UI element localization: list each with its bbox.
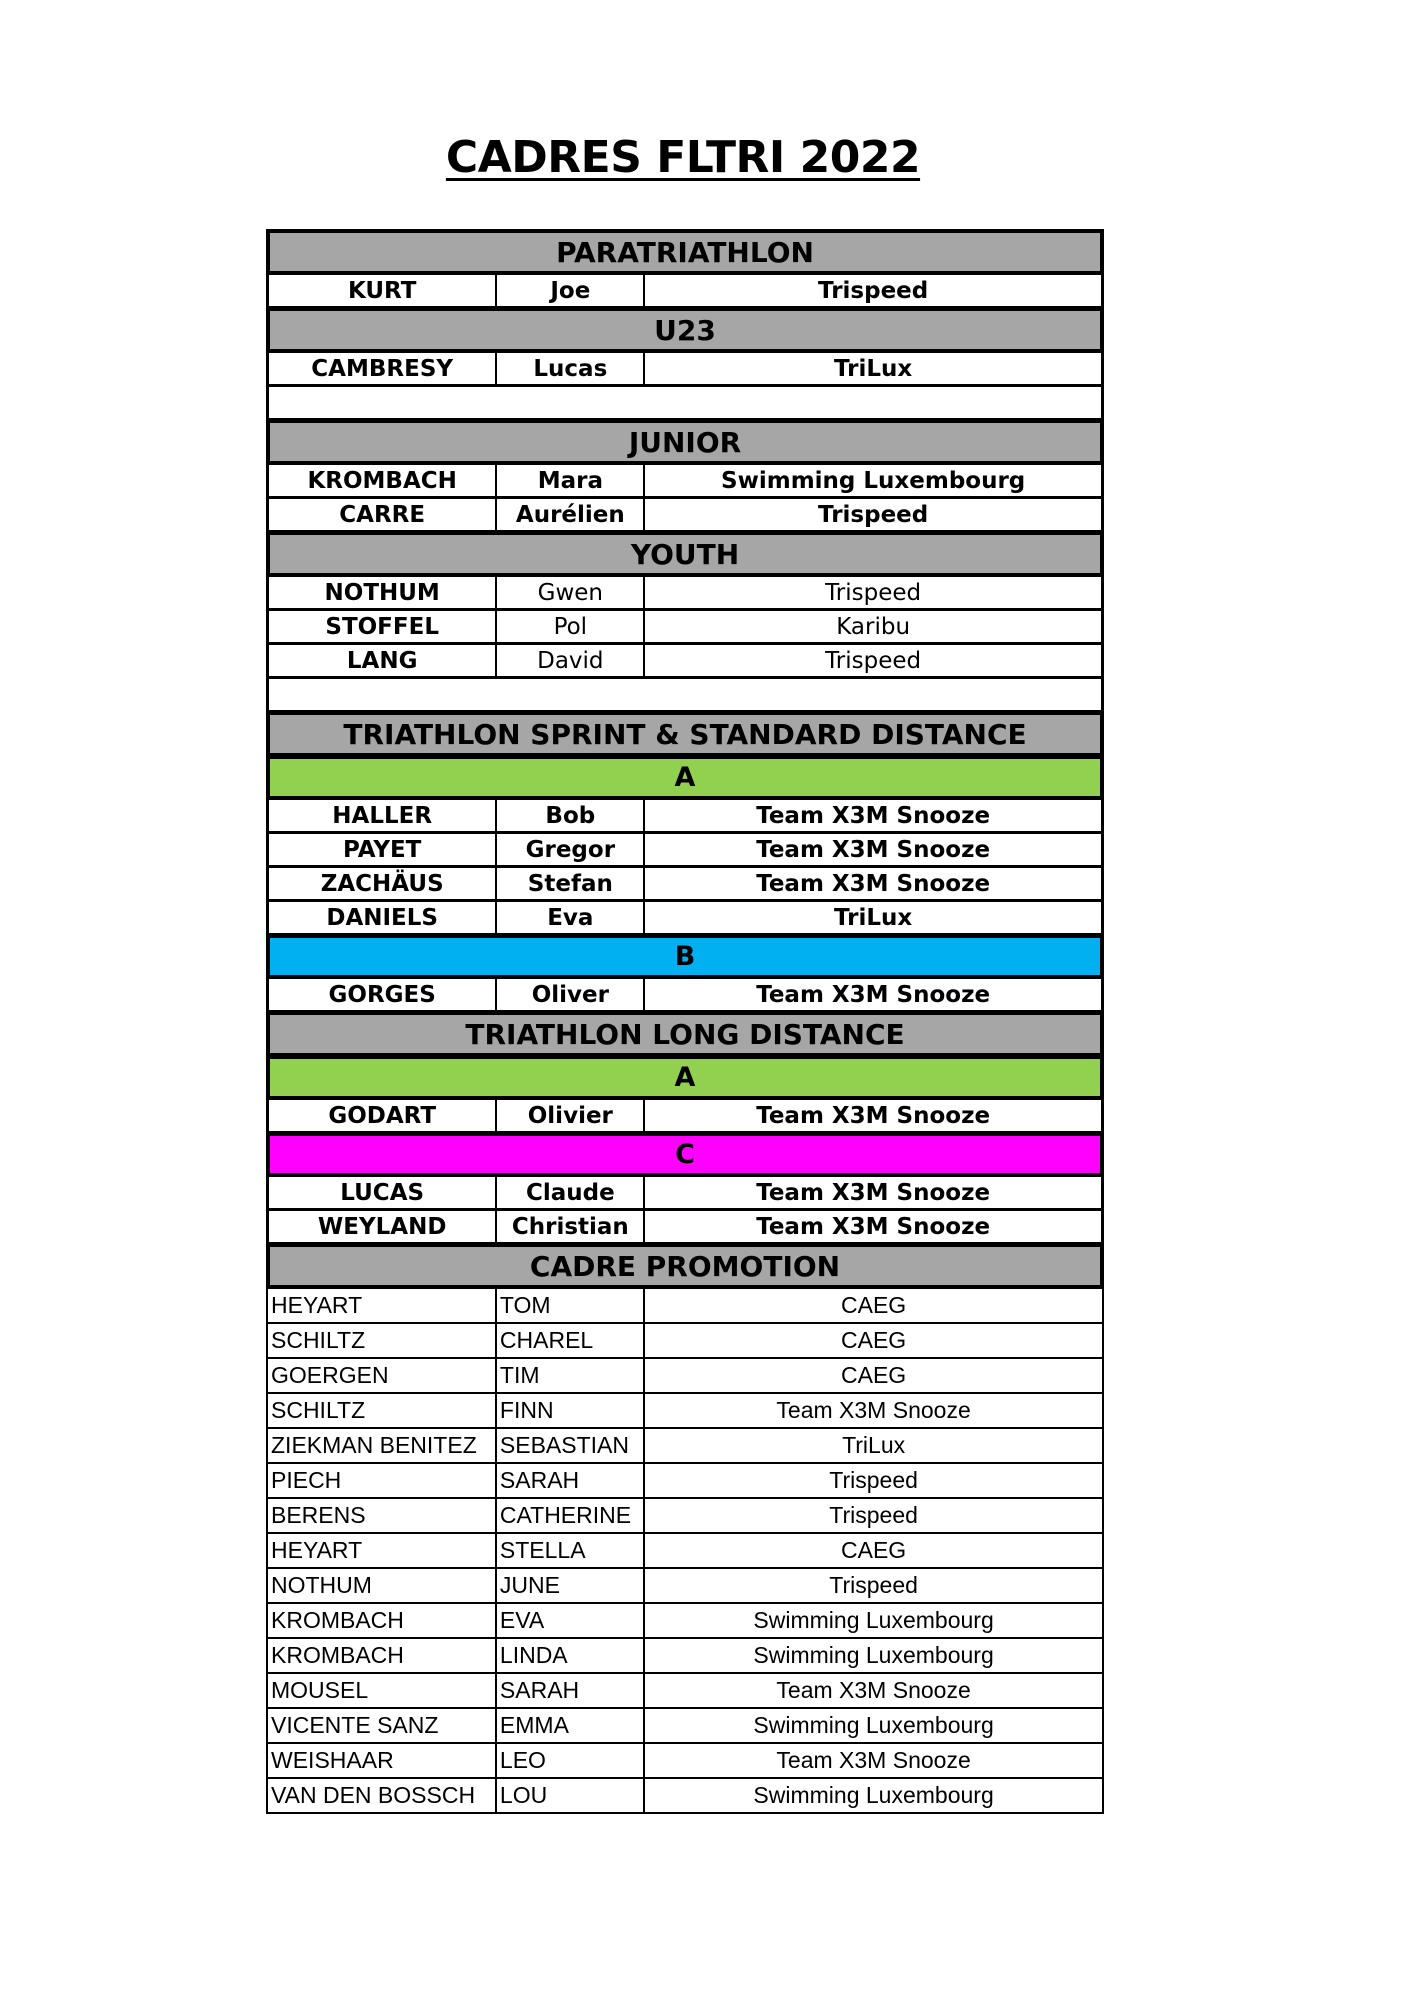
- group-header-c: C: [266, 1132, 1104, 1177]
- lastname-cell: WEYLAND: [269, 1211, 497, 1242]
- table-row: [266, 1177, 1104, 1211]
- firstname-cell: JUNE: [497, 1569, 645, 1602]
- table-row: [266, 1639, 1104, 1674]
- club-cell: Swimming Luxembourg: [753, 1712, 994, 1738]
- table-row: [266, 1569, 1104, 1604]
- firstname-cell: Pol: [497, 611, 645, 642]
- lastname-cell: CAMBRESY: [269, 353, 497, 384]
- table-row: [266, 645, 1104, 679]
- table-row: [266, 1464, 1104, 1499]
- lastname-cell: KURT: [269, 275, 497, 306]
- firstname-cell: LINDA: [497, 1639, 645, 1672]
- table-row: [266, 902, 1104, 936]
- lastname-cell: GODART: [269, 1100, 497, 1131]
- group-header-b: B: [266, 934, 1104, 979]
- lastname-cell: VAN DEN BOSSCH: [268, 1779, 497, 1812]
- club-cell: CAEG: [841, 1537, 907, 1563]
- table-row: [266, 1359, 1104, 1394]
- table-row: [266, 1100, 1104, 1134]
- table-row: [266, 1499, 1104, 1534]
- club-cell: Trispeed: [825, 579, 922, 606]
- club-cell: Team X3M Snooze: [756, 1102, 991, 1129]
- firstname-cell: Lucas: [497, 353, 645, 384]
- firstname-cell: EMMA: [497, 1709, 645, 1742]
- section-header-junior: JUNIOR: [266, 419, 1104, 465]
- club-cell: Team X3M Snooze: [776, 1747, 971, 1773]
- firstname-cell: TOM: [497, 1289, 645, 1322]
- club-cell: Team X3M Snooze: [776, 1677, 971, 1703]
- lastname-cell: HEYART: [268, 1289, 497, 1322]
- firstname-cell: Olivier: [497, 1100, 645, 1131]
- firstname-cell: LOU: [497, 1779, 645, 1812]
- lastname-cell: PAYET: [269, 834, 497, 865]
- table-row: [266, 800, 1104, 834]
- club-cell: Swimming Luxembourg: [753, 1607, 994, 1633]
- club-cell: TriLux: [834, 355, 913, 382]
- table-row: [266, 834, 1104, 868]
- firstname-cell: Oliver: [497, 979, 645, 1010]
- club-cell: Team X3M Snooze: [756, 870, 991, 897]
- club-cell: CAEG: [841, 1362, 907, 1388]
- firstname-cell: CHAREL: [497, 1324, 645, 1357]
- table-row: [266, 1709, 1104, 1744]
- table-row: [266, 1429, 1104, 1464]
- lastname-cell: GORGES: [269, 979, 497, 1010]
- firstname-cell: STELLA: [497, 1534, 645, 1567]
- cadres-table: [266, 231, 1104, 1814]
- table-row: [266, 275, 1104, 309]
- lastname-cell: KROMBACH: [268, 1604, 497, 1637]
- lastname-cell: KROMBACH: [268, 1639, 497, 1672]
- lastname-cell: SCHILTZ: [268, 1394, 497, 1427]
- firstname-cell: David: [497, 645, 645, 676]
- firstname-cell: SEBASTIAN: [497, 1429, 645, 1462]
- lastname-cell: BERENS: [268, 1499, 497, 1532]
- table-row: [266, 1394, 1104, 1429]
- firstname-cell: Bob: [497, 800, 645, 831]
- firstname-cell: Aurélien: [497, 499, 645, 530]
- club-cell: Trispeed: [825, 647, 922, 674]
- club-cell: Team X3M Snooze: [776, 1397, 971, 1423]
- club-cell: Swimming Luxembourg: [753, 1782, 994, 1808]
- firstname-cell: Stefan: [497, 868, 645, 899]
- table-row: [266, 868, 1104, 902]
- group-header-a: A: [266, 755, 1104, 800]
- firstname-cell: FINN: [497, 1394, 645, 1427]
- section-header-sprint-standard: TRIATHLON SPRINT & STANDARD DISTANCE: [266, 711, 1104, 757]
- table-row: [266, 1779, 1104, 1814]
- lastname-cell: WEISHAAR: [268, 1744, 497, 1777]
- firstname-cell: EVA: [497, 1604, 645, 1637]
- group-header-a: A: [266, 1055, 1104, 1100]
- firstname-cell: Gwen: [497, 577, 645, 608]
- page-title: CADRES FLTRI 2022: [445, 132, 921, 183]
- club-cell: Swimming Luxembourg: [721, 467, 1026, 494]
- lastname-cell: LANG: [269, 645, 497, 676]
- club-cell: Trispeed: [818, 277, 929, 304]
- club-cell: Team X3M Snooze: [756, 1213, 991, 1240]
- table-row: [266, 1534, 1104, 1569]
- blank-row: [266, 679, 1104, 713]
- club-cell: Karibu: [836, 613, 911, 640]
- table-row: [266, 979, 1104, 1013]
- firstname-cell: SARAH: [497, 1674, 645, 1707]
- table-row: [266, 1211, 1104, 1245]
- club-cell: Team X3M Snooze: [756, 1179, 991, 1206]
- blank-row: [266, 387, 1104, 421]
- lastname-cell: DANIELS: [269, 902, 497, 933]
- firstname-cell: Mara: [497, 465, 645, 496]
- table-row: [266, 465, 1104, 499]
- section-header-cadre-promotion: CADRE PROMOTION: [266, 1243, 1104, 1289]
- lastname-cell: LUCAS: [269, 1177, 497, 1208]
- lastname-cell: ZIEKMAN BENITEZ: [268, 1429, 497, 1462]
- lastname-cell: HALLER: [269, 800, 497, 831]
- table-row: [266, 577, 1104, 611]
- lastname-cell: STOFFEL: [269, 611, 497, 642]
- club-cell: Team X3M Snooze: [756, 836, 991, 863]
- lastname-cell: NOTHUM: [268, 1569, 497, 1602]
- table-row: [266, 1289, 1104, 1324]
- section-header-paratriathlon: PARATRIATHLON: [266, 229, 1104, 275]
- firstname-cell: Eva: [497, 902, 645, 933]
- lastname-cell: VICENTE SANZ: [268, 1709, 497, 1742]
- lastname-cell: CARRE: [269, 499, 497, 530]
- club-cell: Trispeed: [829, 1572, 918, 1598]
- lastname-cell: KROMBACH: [269, 465, 497, 496]
- club-cell: CAEG: [841, 1292, 907, 1318]
- table-row: [266, 1674, 1104, 1709]
- club-cell: Swimming Luxembourg: [753, 1642, 994, 1668]
- section-header-youth: YOUTH: [266, 531, 1104, 577]
- lastname-cell: MOUSEL: [268, 1674, 497, 1707]
- firstname-cell: SARAH: [497, 1464, 645, 1497]
- club-cell: TriLux: [834, 904, 913, 931]
- club-cell: Trispeed: [818, 501, 929, 528]
- firstname-cell: Claude: [497, 1177, 645, 1208]
- lastname-cell: SCHILTZ: [268, 1324, 497, 1357]
- table-row: [266, 499, 1104, 533]
- club-cell: CAEG: [841, 1327, 907, 1353]
- club-cell: Trispeed: [829, 1502, 918, 1528]
- promotion-rows: [266, 1289, 1104, 1814]
- lastname-cell: HEYART: [268, 1534, 497, 1567]
- table-row: [266, 1744, 1104, 1779]
- club-cell: TriLux: [842, 1432, 906, 1458]
- lastname-cell: NOTHUM: [269, 577, 497, 608]
- lastname-cell: PIECH: [268, 1464, 497, 1497]
- table-row: [266, 1604, 1104, 1639]
- lastname-cell: ZACHÄUS: [269, 868, 497, 899]
- table-row: [266, 1324, 1104, 1359]
- firstname-cell: LEO: [497, 1744, 645, 1777]
- table-row: [266, 353, 1104, 387]
- firstname-cell: Christian: [497, 1211, 645, 1242]
- firstname-cell: Gregor: [497, 834, 645, 865]
- section-header-long-distance: TRIATHLON LONG DISTANCE: [266, 1011, 1104, 1057]
- firstname-cell: TIM: [497, 1359, 645, 1392]
- lastname-cell: GOERGEN: [268, 1359, 497, 1392]
- club-cell: Trispeed: [829, 1467, 918, 1493]
- firstname-cell: CATHERINE: [497, 1499, 645, 1532]
- table-row: [266, 611, 1104, 645]
- firstname-cell: Joe: [497, 275, 645, 306]
- section-header-u23: U23: [266, 307, 1104, 353]
- club-cell: Team X3M Snooze: [756, 802, 991, 829]
- club-cell: Team X3M Snooze: [756, 981, 991, 1008]
